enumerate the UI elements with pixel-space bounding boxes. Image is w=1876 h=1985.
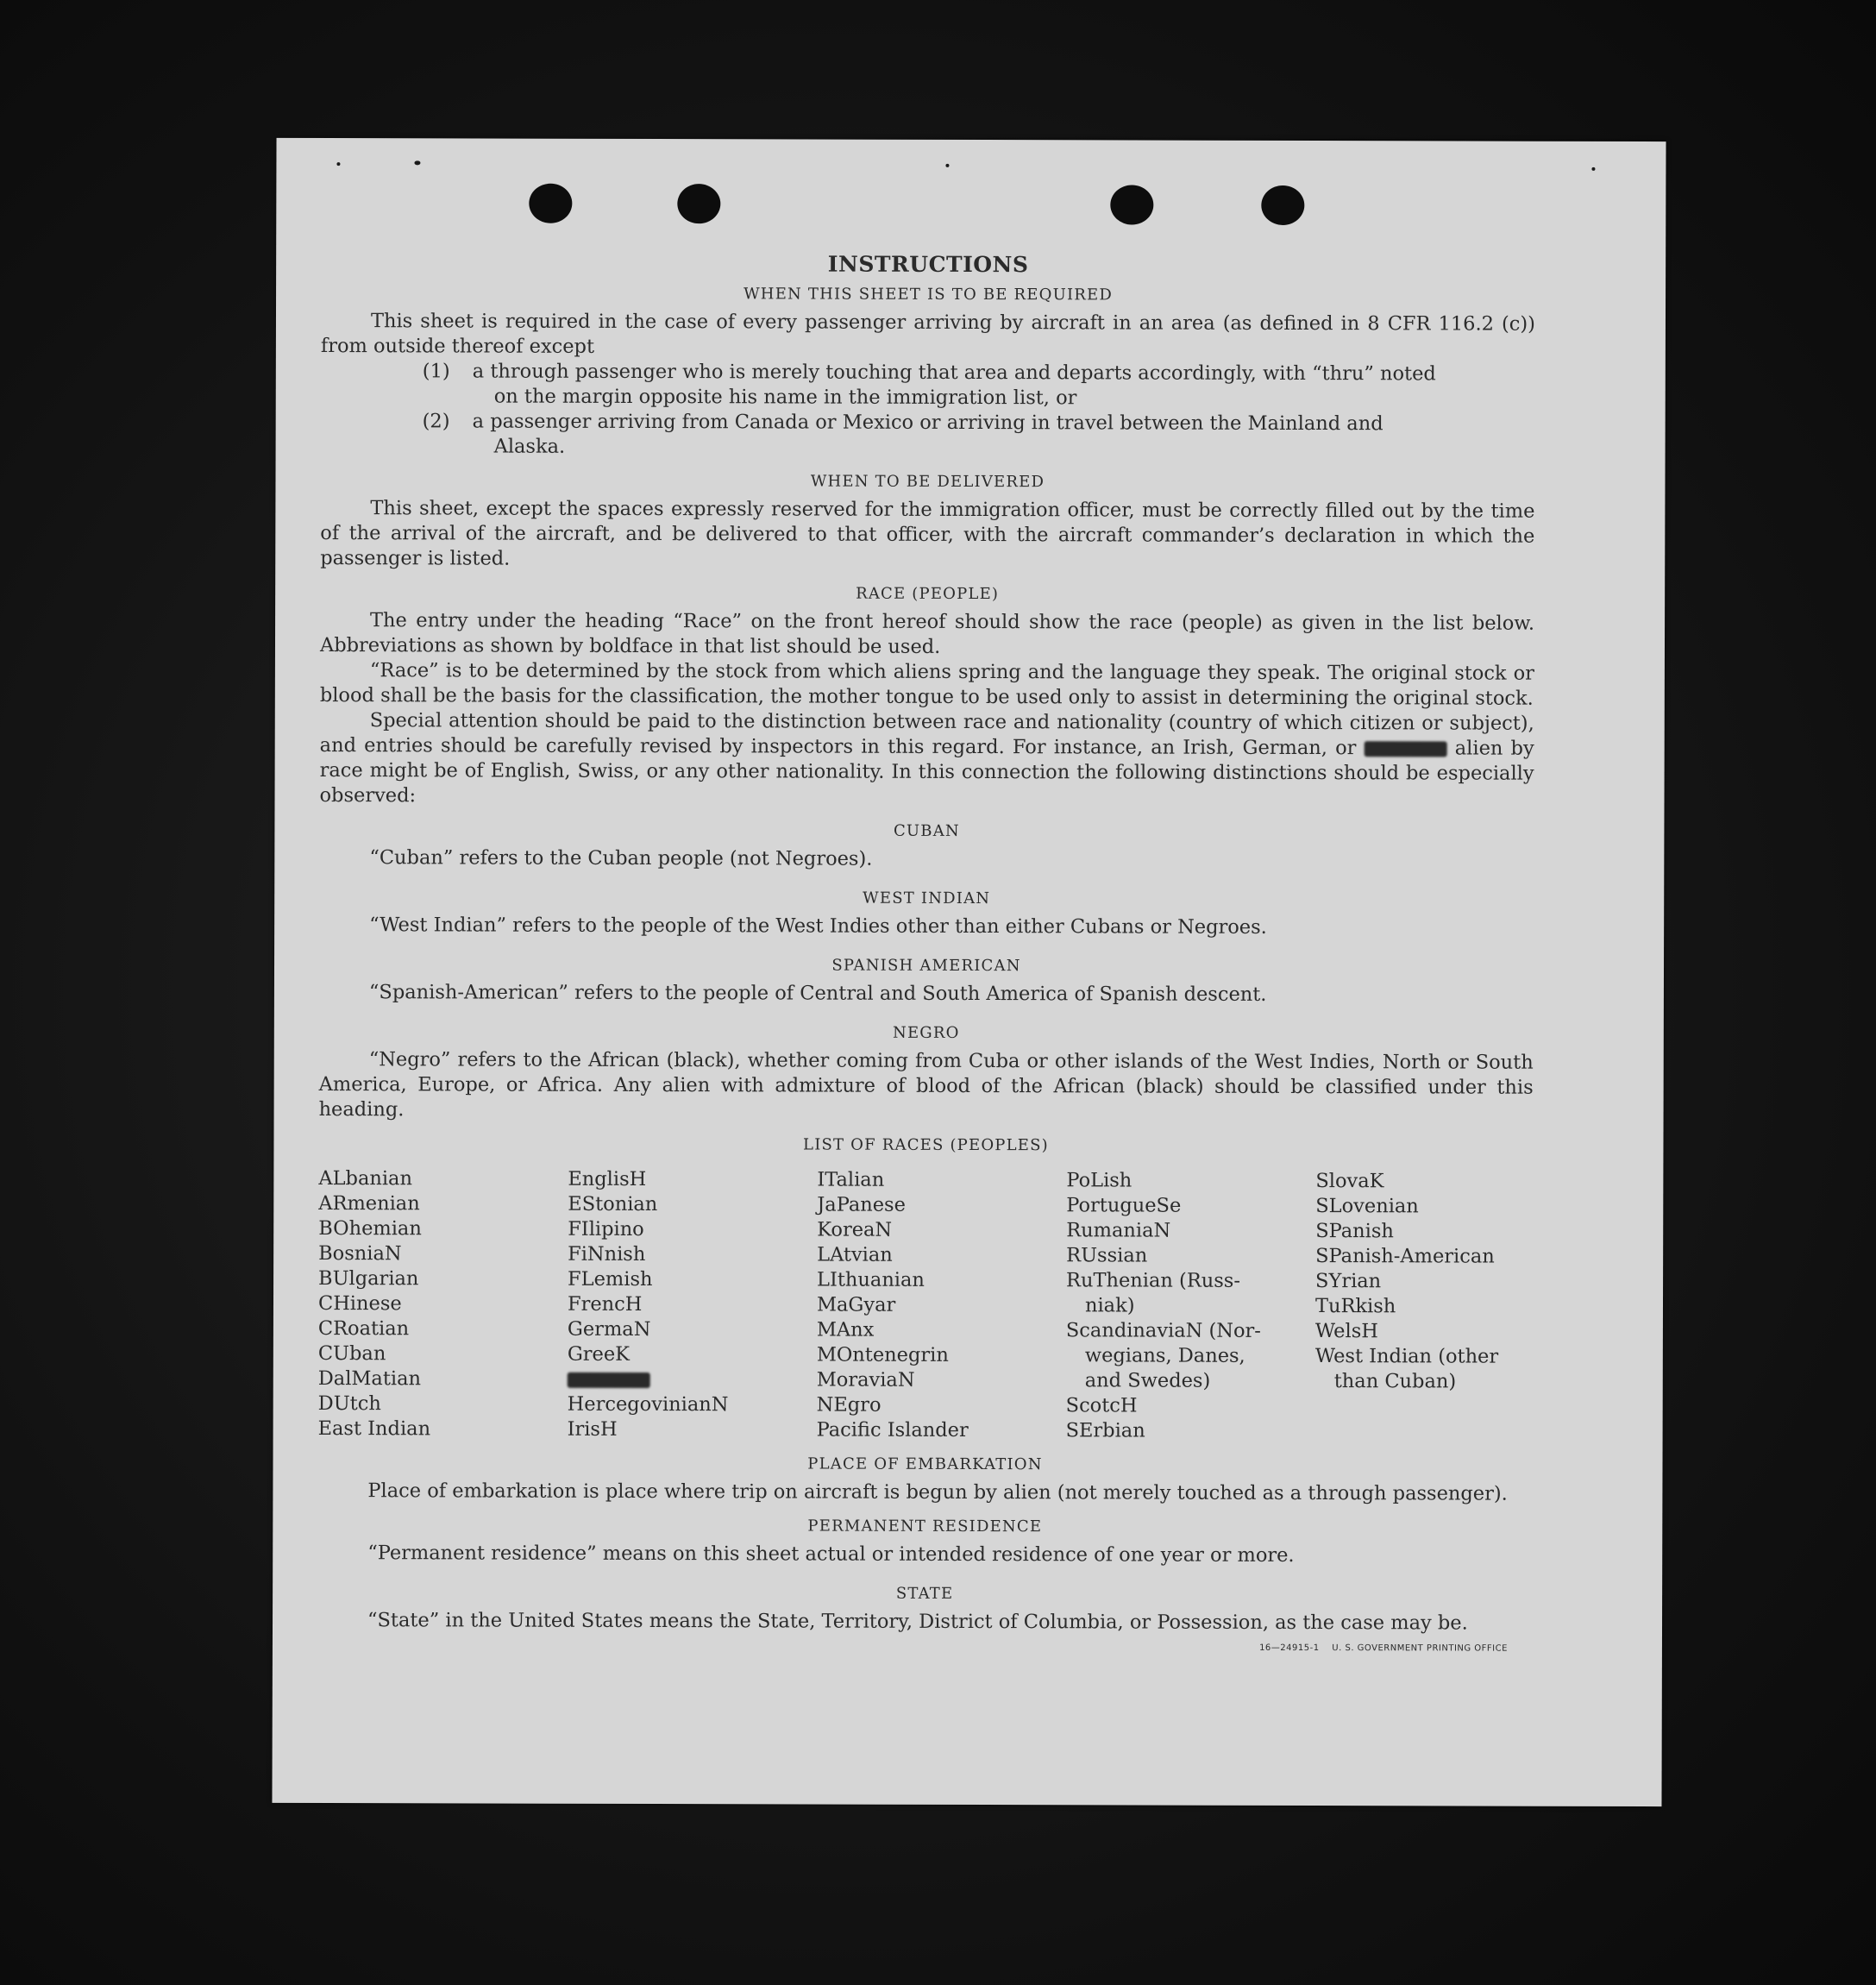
section-heading-embarkation: PLACE OF EMBARKATION <box>807 1454 1043 1474</box>
race-paragraph-1: The entry under the heading “Race” on the front hereof should show the race (people) as given in the list below. Abbreviations as shown by boldface in that list should be used. <box>319 609 1535 658</box>
race-entry: WelsH <box>1314 1320 1378 1343</box>
race-entry: FLemish <box>568 1267 653 1291</box>
races-column <box>817 1168 1067 1444</box>
section-heading-negro: NEGRO <box>892 1023 960 1042</box>
exception-item <box>423 409 1535 462</box>
race-entry-continued: wegians, Danes, <box>1084 1344 1245 1367</box>
race-entry: RumaniaN <box>1066 1219 1171 1242</box>
section-heading-residence: PERMANENT RESIDENCE <box>807 1517 1043 1536</box>
race-entry: IrisH <box>567 1417 618 1441</box>
race-entry: MAnx <box>816 1318 875 1341</box>
race-entry: FrencH <box>567 1292 643 1316</box>
speck <box>945 164 949 167</box>
section-heading-delivered: WHEN TO BE DELIVERED <box>810 472 1045 492</box>
race-entry-continued: and Swedes) <box>1084 1369 1211 1392</box>
punch-hole <box>1110 185 1153 224</box>
race-entry: HercegovinianN <box>567 1392 729 1417</box>
exception-text: a passenger arriving from Canada or Mexico or arriving in travel between the Mainland and Alaska. <box>472 410 1383 458</box>
print-code: 16—24915-1 U. S. GOVERNMENT PRINTING OFFICE <box>1259 1643 1508 1654</box>
race-entry: FIlipino <box>568 1217 644 1241</box>
race-entry: NEgro <box>816 1393 882 1417</box>
instructions-content <box>317 250 1535 1665</box>
race-entry: LIthuanian <box>817 1268 925 1291</box>
delivered-text: This sheet, except the spaces expressly reserved for the immigration officer, must be correctly filled out by the time of the arrival of the aircraft, and be delivered to that officer, with the aircraft commander’s declaration in which the passenger is listed. <box>320 497 1535 570</box>
race-entry: West Indian (other <box>1314 1345 1499 1368</box>
race-entry: BosniaN <box>318 1242 402 1266</box>
race-entry: JaPanese <box>817 1193 906 1216</box>
race-entry: MoraviaN <box>816 1368 915 1391</box>
race-entry: SlovaK <box>1315 1170 1384 1193</box>
race-entry: KoreaN <box>817 1218 893 1241</box>
race-entry-redacted <box>568 1367 817 1393</box>
punch-hole <box>529 184 572 223</box>
race-entry: PortugueSe <box>1066 1194 1182 1217</box>
race-entry: ScotcH <box>1065 1394 1138 1417</box>
race-entry: PoLish <box>1066 1169 1133 1192</box>
race-entry: MaGyar <box>816 1293 896 1316</box>
exception-number: (2) <box>422 410 450 433</box>
instruction-sheet <box>272 138 1666 1806</box>
race-entry: SPanish <box>1315 1220 1394 1243</box>
race-entry: DUtch <box>317 1392 381 1416</box>
state-text: “State” in the United States means the State, Territory, District of Columbia, or Possession, as the case may be. <box>367 1609 1468 1635</box>
exception-number: (1) <box>422 360 450 383</box>
race-entry: SLovenian <box>1315 1195 1419 1218</box>
race-entry: CRoatian <box>317 1317 410 1341</box>
race-paragraph-2: “Race” is to be determined by the stock from which aliens spring and the language they speak. The original stock or blood shall be the basis for the classification, the mother tongue to be used only to assist in determining the original stock. <box>319 659 1534 710</box>
page-title: INSTRUCTIONS <box>827 251 1029 278</box>
exception-text: a through passenger who is merely touching that area and departs accordingly, with “thru” noted on the margin opposite his name in the immigration list, or <box>472 360 1436 410</box>
race-entry: FiNnish <box>568 1242 646 1266</box>
speck <box>414 160 420 165</box>
race-entry: ScandinaviaN (Nor- <box>1065 1319 1261 1342</box>
embarkation-text: Place of embarkation is place where trip on aircraft is begun by alien (not merely touched as a through passenger). <box>367 1479 1508 1505</box>
race-entry: SPanish-American <box>1315 1245 1495 1268</box>
race-paragraph-3: Special attention should be paid to the distinction between race and nationality (country of which citizen or subject), and entries should be carefully revised by inspectors in this regard. For instance, an Irish, German, or alien by race might be of English, Swiss, or any other nationality. In this connection the following distinctions should be especially observed: <box>319 709 1534 807</box>
races-column <box>1066 1168 1316 1444</box>
residence-text: “Permanent residence” means on this sheet actual or intended residence of one year or more. <box>367 1542 1295 1567</box>
race-entry: ALbanian <box>318 1167 413 1190</box>
race-entry: BUlgarian <box>318 1267 419 1291</box>
footer <box>317 1633 1532 1665</box>
redaction-mark <box>1365 741 1447 757</box>
section-heading-races-list: LIST OF RACES (PEOPLES) <box>803 1135 1049 1155</box>
section-heading-state: STATE <box>895 1584 954 1603</box>
races-column <box>568 1167 818 1443</box>
redaction-mark <box>568 1373 650 1388</box>
required-intro: This sheet is required in the case of every passenger arriving by aircraft in an area (as defined in 8 CFR 116.2 (c)) from outside thereof except <box>320 310 1536 358</box>
races-column <box>1315 1169 1534 1445</box>
race-entry: LAtvian <box>817 1243 893 1266</box>
section-heading-cuban: CUBAN <box>893 821 960 840</box>
race-entry: GreeK <box>567 1342 631 1366</box>
race-entry: GermaN <box>567 1317 651 1341</box>
race-entry: RuThenian (Russ- <box>1066 1269 1241 1292</box>
punch-hole <box>1261 185 1304 225</box>
speck <box>336 162 340 166</box>
race-entry: TuRkish <box>1314 1295 1396 1318</box>
race-entry: DalMatian <box>317 1367 422 1391</box>
negro-text: “Negro” refers to the African (black), whether coming from Cuba or other islands of the West Indies, North or South America, Europe, or Africa. Any alien with admixture of blood of the African (black) should be classified under this heading. <box>318 1048 1534 1121</box>
race-entry: RUssian <box>1066 1244 1148 1267</box>
race-entry: EnglisH <box>568 1167 647 1191</box>
races-column <box>318 1166 568 1442</box>
west-indian-text: “West Indian” refers to the people of the West Indies other than either Cubans or Negroes. <box>369 914 1267 939</box>
races-list <box>318 1166 1534 1445</box>
race-entry: CUban <box>317 1342 386 1366</box>
speck <box>1591 167 1595 171</box>
race-entry: EStonian <box>568 1192 658 1216</box>
race-entry: ITalian <box>817 1168 885 1191</box>
race-entry: CHinese <box>317 1292 402 1316</box>
spanish-american-text: “Spanish-American” refers to the people of Central and South America of Spanish descent. <box>368 981 1267 1006</box>
section-heading-required: WHEN THIS SHEET IS TO BE REQUIRED <box>743 285 1114 305</box>
cuban-text: “Cuban” refers to the Cuban people (not Negroes). <box>369 846 873 870</box>
section-heading-west-indian: WEST INDIAN <box>863 889 991 908</box>
punch-hole <box>677 184 720 223</box>
race-entry-continued: than Cuban) <box>1333 1370 1457 1393</box>
race-entry: BOhemian <box>318 1217 422 1241</box>
race-entry: SErbian <box>1065 1419 1145 1442</box>
section-heading-spanish-american: SPANISH AMERICAN <box>831 956 1021 976</box>
race-entry: Pacific Islander <box>816 1418 969 1442</box>
race-entry: East Indian <box>317 1417 431 1441</box>
exception-item <box>423 359 1535 411</box>
race-entry: ARmenian <box>318 1192 420 1215</box>
section-heading-race: RACE (PEOPLE) <box>856 584 1000 604</box>
race-entry-continued: niak) <box>1084 1294 1135 1317</box>
race-entry: SYrian <box>1315 1270 1382 1293</box>
race-entry: MOntenegrin <box>816 1343 949 1366</box>
